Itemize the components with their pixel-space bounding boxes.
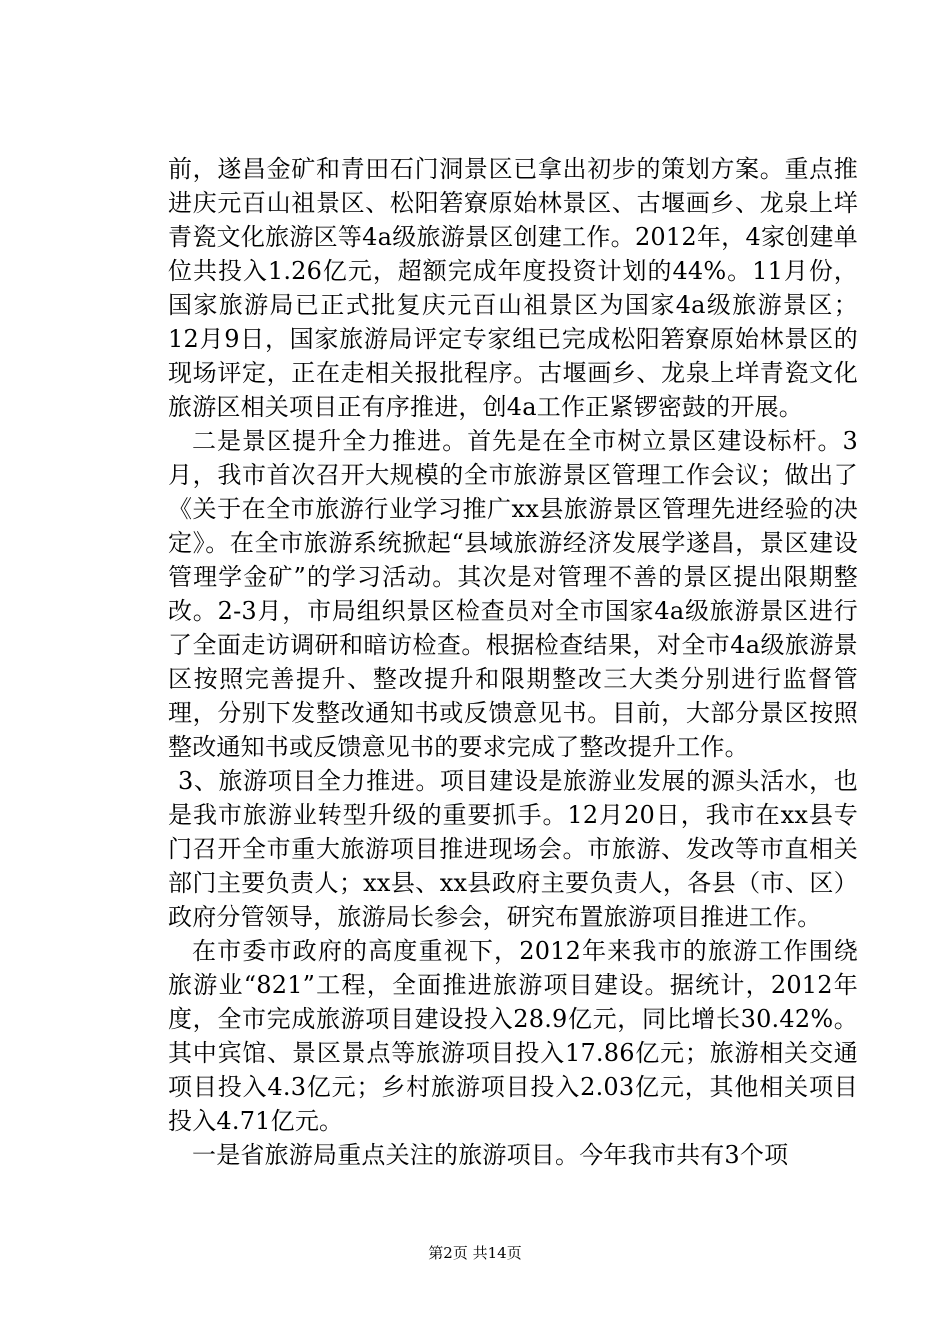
page-number-footer: 第2页 共14页 bbox=[428, 1244, 522, 1262]
paragraph-5: 一是省旅游局重点关注的旅游项目。今年我市共有3个项 bbox=[192, 1141, 789, 1169]
paragraph-1: 前，遂昌金矿和青田石门洞景区已拿出初步的策划方案。重点推进庆元百山祖景区、松阳箬寮原始林景区、古堰画乡、龙泉上垟青瓷文化旅游区等4a级旅游景区创建工作。2012年，4家创建单位共投入1.26亿元，超额完成年度投资计划的44%。11月份，国家旅游局已正式批复庆元百山祖景区为国家4a级旅游景区；12月9日，国家旅游局评定专家组已完成松阳箬寮原始林景区的现场评定，正在走相关报批程序。古堰画乡、龙泉上垟青瓷文化旅游区相关项目正有序推进，创4a工作正紧锣密鼓的开展。 bbox=[168, 155, 858, 421]
document-body bbox=[168, 152, 858, 1172]
paragraph-2: 二是景区提升全力推进。首先是在全市树立景区建设标杆。3月，我市首次召开大规模的全市旅游景区管理工作会议；做出了《关于在全市旅游行业学习推广xx县旅游景区管理先进经验的决定》。在全市旅游系统掀起“县域旅游经济发展学遂昌，景区建设管理学金矿”的学习活动。其次是对管理不善的景区提出限期整改。2-3月，市局组织景区检查员对全市国家4a级旅游景区进行了全面走访调研和暗访检查。根据检查结果，对全市4a级旅游景区按照完善提升、整改提升和限期整改三大类分别进行监督管理，分别下发整改通知书或反馈意见书。目前，大部分景区按照整改通知书或反馈意见书的要求完成了整改提升工作。 bbox=[168, 427, 858, 761]
paragraph-4: 在市委市政府的高度重视下，2012年来我市的旅游工作围绕旅游业“821”工程，全面推进旅游项目建设。据统计，2012年度，全市完成旅游项目建设投入28.9亿元，同比增长30.42%。其中宾馆、景区景点等旅游项目投入17.86亿元；旅游相关交通项目投入4.3亿元；乡村旅游项目投入2.03亿元，其他相关项目投入4.71亿元。 bbox=[168, 937, 858, 1135]
paragraph-3: 3、旅游项目全力推进。项目建设是旅游业发展的源头活水，也是我市旅游业转型升级的重要抓手。12月20日，我市在xx县专门召开全市重大旅游项目推进现场会。市旅游、发改等市直相关部门主要负责人；xx县、xx县政府主要负责人，各县（市、区）政府分管领导，旅游局长参会，研究布置旅游项目推进工作。 bbox=[168, 767, 858, 931]
